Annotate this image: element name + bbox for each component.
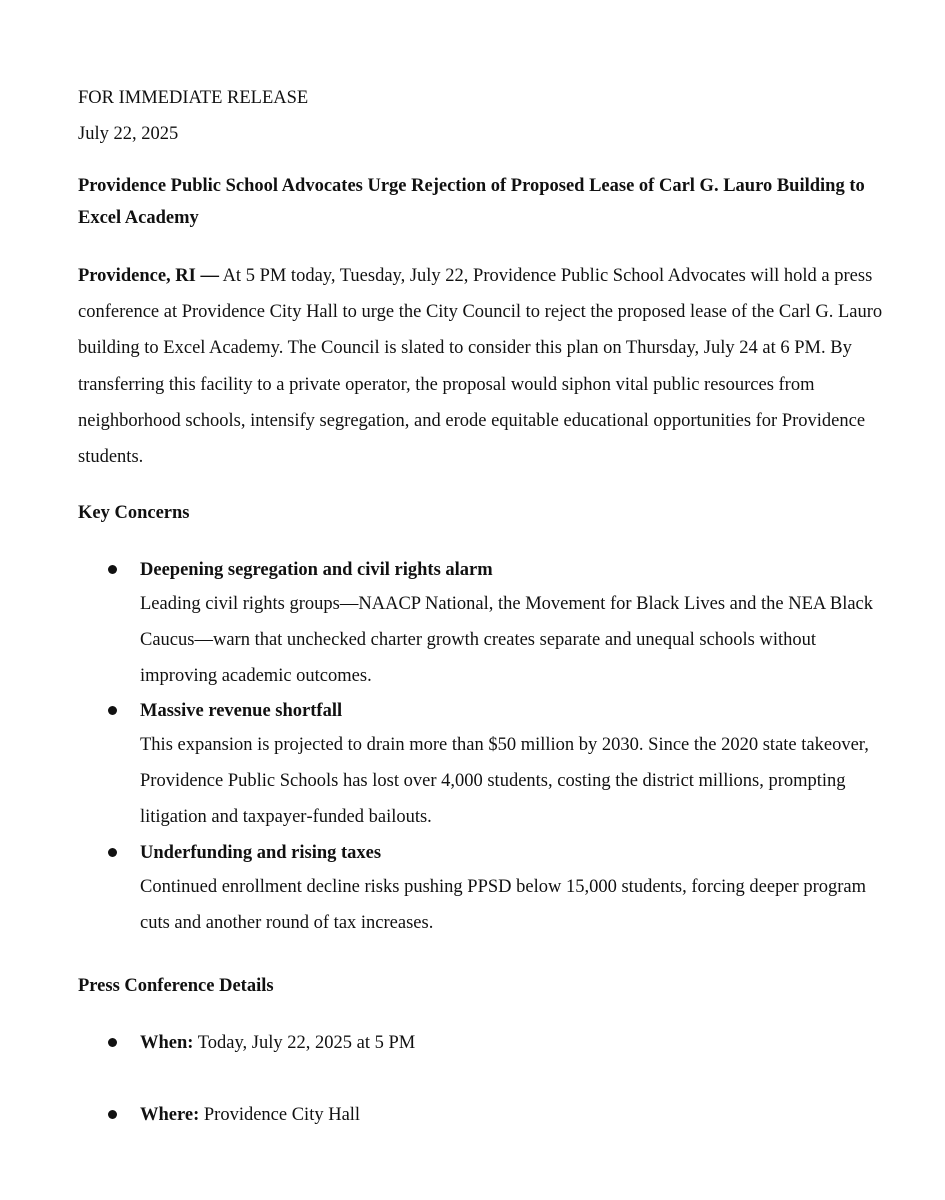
detail-where <box>78 1098 898 1132</box>
key-concerns-list <box>78 553 898 941</box>
press-conference-details-heading: Press Conference Details <box>78 976 274 996</box>
concern-title: Underfunding and rising taxes <box>140 842 382 863</box>
bullet-icon <box>108 848 117 857</box>
release-date: July 22, 2025 <box>78 124 179 144</box>
dateline: Providence, RI — <box>78 266 219 286</box>
concern-title: Deepening segregation and civil rights alarm <box>140 560 493 580</box>
concern-body: Continued enrollment decline risks pushing PPSD below 15,000 students, forcing deeper program cuts and another round of tax increases. <box>140 876 867 933</box>
lead-text: At 5 PM today, Tuesday, July 22, Providence Public School Advocates will hold a press conference at Providence City Hall to urge the City Council to reject the proposed lease of the Carl G. Lauro building to Excel Academy. The Council is slated to consider this plan on Thursday, July 24 at 6 PM. By transferring this facility to a private operator, the proposal would siphon vital public resources from neighborhood schools, intensify segregation, and erode equitable educational opportunities for Providence students. <box>78 266 883 468</box>
bullet-icon <box>108 706 117 715</box>
list-item <box>78 836 898 942</box>
bullet-icon <box>108 1110 117 1119</box>
release-header <box>78 80 308 152</box>
detail-when <box>78 1026 898 1060</box>
when-label: When: <box>140 1033 194 1053</box>
where-label: Where: <box>140 1105 200 1125</box>
press-conference-details-list <box>78 1026 898 1132</box>
concern-title: Massive revenue shortfall <box>140 701 343 722</box>
headline: Providence Public School Advocates Urge Rejection of Proposed Lease of Carl G. Lauro Building to Excel Academy <box>78 176 865 228</box>
concern-body: Leading civil rights groups—NAACP National, the Movement for Black Lives and the NEA Black Caucus—warn that unchecked charter growth creates separate and unequal schools without improving academic outcomes. <box>140 594 874 686</box>
release-label: FOR IMMEDIATE RELEASE <box>78 88 309 108</box>
when-value: Today, July 22, 2025 at 5 PM <box>193 1033 416 1053</box>
where-value: Providence City Hall <box>199 1105 361 1125</box>
list-item <box>78 694 898 835</box>
list-item <box>78 553 898 694</box>
lead-paragraph <box>78 258 890 475</box>
key-concerns-heading: Key Concerns <box>78 503 190 523</box>
concern-body: This expansion is projected to drain more than $50 million by 2030. Since the 2020 state takeover, Providence Public Schools has lost over 4,000 students, costing the district millions, prompting litigation and taxpayer‑funded bailouts. <box>140 735 869 827</box>
bullet-icon <box>108 1038 117 1047</box>
bullet-icon <box>108 565 117 574</box>
